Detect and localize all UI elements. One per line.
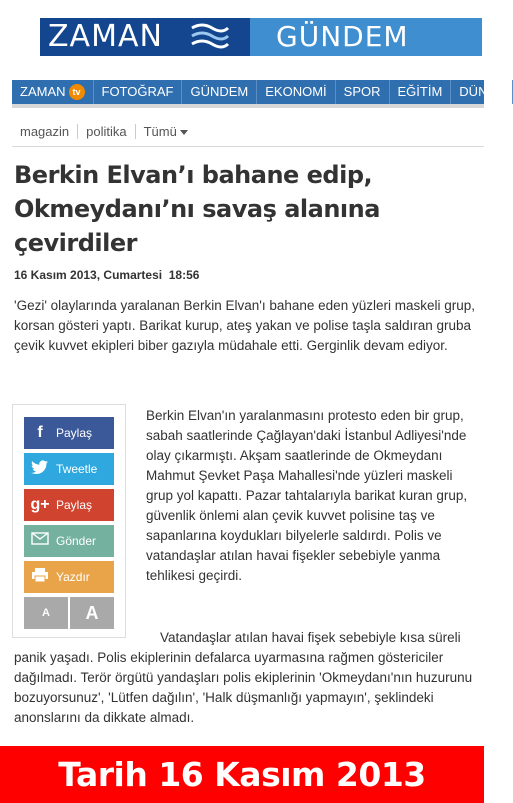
main-nav [12, 80, 504, 108]
nav-item-spor[interactable]: SPOR [336, 80, 390, 104]
print-button[interactable] [24, 561, 114, 593]
subnav-item-magazin[interactable]: magazin [12, 124, 78, 139]
mail-share-button[interactable] [24, 525, 114, 557]
mail-share-label: Gönder [56, 534, 97, 548]
nav-item-egitim[interactable]: EĞİTİM [390, 80, 452, 104]
subnav-item-politika[interactable]: politika [78, 124, 135, 139]
article-body-paragraph-1: Berkin Elvan'ın yaralanmasını protesto eden bir grup, sabah saatlerinde Çağlayan'daki İstanbul Adliyesi'nde olay çıkarmıştı. Akşam saatlerinde de Okmeydanı Mahmut Şevket Paşa Mahallesi'nde yüzleri maskeli grup yol kapattı. Pazar tahtalarıyla barikat kuran grup, güvenlik önlemi alan çevik kuvvet polisine taş ve sapanlarına koydukları bilyelerle saldırdı. Polis ve vatandaşlar atılan havai fişekler sebebiyle yanma tehlikesi geçirdi. [146, 408, 468, 583]
logo-wave-icon [190, 22, 230, 52]
article-title: Berkin Elvan’ı bahane edip, Okmeydanı’nı savaş alanına çevirdiler [14, 161, 380, 257]
twitter-share-label: Tweetle [56, 462, 98, 476]
article-lead: 'Gezi' olaylarında yaralanan Berkin Elvan'ı bahane eden yüzleri maskeli grup, korsan gösteri yaptı. Barikat kurup, ateş yakan ve polise taşla saldıran gruba çevik kuvvet ekipleri biber gazıyla müdahale etti. Gerginlik devam ediyor. [14, 298, 475, 353]
article-body-paragraph-2: Vatandaşlar atılan havai fişek sebebiyle kısa süreli panik yaşadı. Polis ekiplerinin defalarca uyarmasına rağmen göstericiler dağılmadı. Terör örgütü yandaşları polis ekiplerinin 'Okmeydanı'nın huzurunu bozuyorsunuz', 'Lütfen dağılın', 'Halk düşmanlığı yapmayın', şeklindeki anonslarını da dikkate almadı. [14, 630, 473, 725]
facebook-icon: f [37, 424, 43, 441]
font-decrease-button[interactable]: A [24, 597, 68, 629]
site-header [0, 0, 484, 78]
twitter-icon [24, 460, 56, 479]
facebook-share-button[interactable] [24, 417, 114, 449]
googleplus-share-button[interactable] [24, 489, 114, 521]
mail-icon [24, 532, 56, 550]
logo-left-block [40, 18, 250, 56]
logo-bar[interactable] [40, 18, 482, 56]
logo-text: ZAMAN [48, 19, 163, 54]
share-panel [12, 404, 126, 638]
subnav-item-tumu[interactable] [136, 124, 196, 139]
facebook-share-label: Paylaş [56, 426, 93, 440]
section-title: GÜNDEM [276, 20, 409, 53]
print-icon [24, 567, 56, 588]
twitter-share-button[interactable] [24, 453, 114, 485]
subnav-tumu-label: Tümü [143, 123, 177, 139]
sub-nav [12, 116, 484, 147]
nav-item-dunya[interactable]: DÜNYA [451, 80, 513, 104]
nav-item-gundem[interactable]: GÜNDEM [182, 80, 257, 104]
nav-item-zaman[interactable] [12, 80, 94, 104]
font-increase-button[interactable]: A [70, 597, 114, 629]
article-date: 16 Kasım 2013, Cumartesi 18:56 [14, 268, 200, 282]
googleplus-icon: g+ [30, 496, 50, 513]
googleplus-share-label: Paylaş [56, 498, 93, 512]
print-label: Yazdır [56, 570, 90, 584]
chevron-down-icon [180, 130, 188, 135]
font-size-controls [24, 597, 114, 629]
nav-item-label: ZAMAN [20, 84, 66, 99]
tv-icon: tv [69, 84, 85, 100]
date-banner: Tarih 16 Kasım 2013 [0, 746, 484, 803]
nav-item-ekonomi[interactable]: EKONOMİ [257, 80, 335, 104]
nav-item-fotograf[interactable]: FOTOĞRAF [94, 80, 183, 104]
